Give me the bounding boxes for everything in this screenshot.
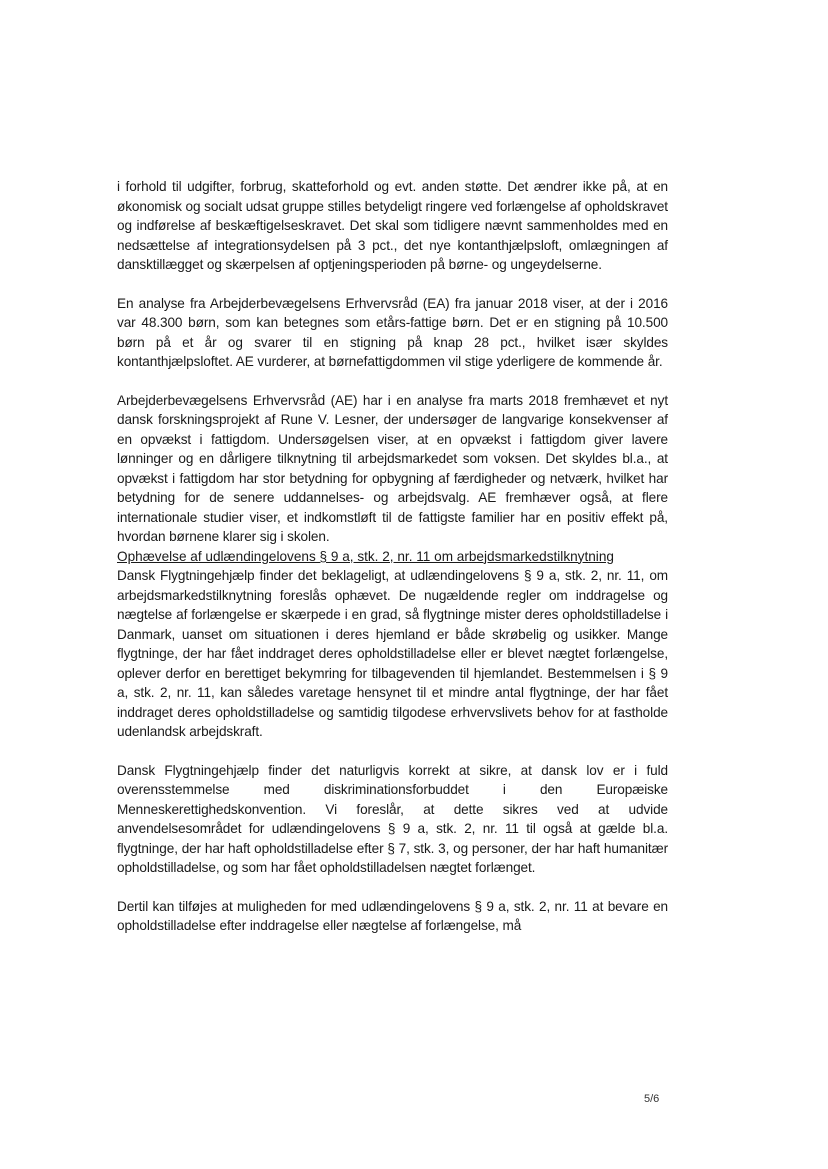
section-paragraph-2: Dansk Flygtningehjælp finder det naturligvis korrekt at sikre, at dansk lov er i fuld overensstemmelse med diskriminationsforbuddet i den Europæiske Menneskerettighedskonvention. Vi foreslår, at dette sikres ved at udvide anvendelsesområdet for udlændingelovens § 9 a, stk. 2, nr. 11 til også at gælde bl.a. flygtninge, der har haft opholdstilladelse efter § 7, stk. 3, og personer, der har haft humanitær opholdstilladelse, og som har fået opholdstilladelsen nægtet forlænget. <box>117 762 668 875</box>
paragraph-2: En analyse fra Arbejderbevægelsens Erhvervsråd (EA) fra januar 2018 viser, at der i 2016 var 48.300 børn, som kan betegnes som etårs-fattige børn. Det er en stigning på 10.500 børn på et år og svarer til en stigning på knap 28 pct., hvilket især skyldes kontanthjælpsloftet. AE vurderer, at børnefattigdommen vil stige yderligere de kommende år. <box>117 295 668 369</box>
section-paragraph-3: Dertil kan tilføjes at muligheden for med udlændingelovens § 9 a, stk. 2, nr. 11 at bevare en opholdstilladelse efter inddragelse eller nægtelse af forlængelse, må <box>117 898 668 933</box>
section-heading: Ophævelse af udlændingelovens § 9 a, stk. 2, nr. 11 om arbejdsmarkedstilknytning <box>117 548 614 564</box>
page-number: 5/6 <box>644 1093 660 1105</box>
document-page <box>117 177 668 936</box>
section-paragraph-1: Dansk Flygtningehjælp finder det beklageligt, at udlændingelovens § 9 a, stk. 2, nr. 11, om arbejdsmarkedstilknytning foreslås ophævet. De nugældende regler om inddragelse og nægtelse af forlængelse er skærpede i en grad, så flygtninge mister deres opholdstilladelse i Danmark, uanset om situationen i deres hjemland er både skrøbelig og usikker. Mange flygtninge, der har fået inddraget deres opholdstilladelse eller er blevet nægtet forlængelse, oplever derfor en berettiget bekymring for tilbagevenden til hjemlandet. Bestemmelsen i § 9 a, stk. 2, nr. 11, kan således varetage hensynet til et mindre antal flygtninge, der har fået inddraget deres opholdstilladelse og samtidig tilgodese erhvervslivets behov for at fastholde udenlandsk arbejdskraft. <box>117 568 668 739</box>
paragraph-1: i forhold til udgifter, forbrug, skatteforhold og evt. anden støtte. Det ændrer ikke på, at en økonomisk og socialt udsat gruppe stilles betydeligt ringere ved forlængelse af opholdskravet og indførelse af beskæftigelseskravet. Det skal som tidligere nævnt sammenholdes med en nedsættelse af integrationsydelsen på 3 pct., det nye kontanthjælpsloft, omlægningen af dansktillægget og skærpelsen af optjeningsperioden på børne- og ungeydelserne. <box>117 179 668 272</box>
paragraph-3: Arbejderbevægelsens Erhvervsråd (AE) har i en analyse fra marts 2018 fremhævet et nyt dansk forskningsprojekt af Rune V. Lesner, der undersøger de langvarige konsekvenser af en opvækst i fattigdom. Undersøgelsen viser, at en opvækst i fattigdom giver lavere lønninger og en dårligere tilknytning til arbejdsmarkedet som voksen. Det skyldes bl.a., at opvækst i fattigdom har stor betydning for opbygning af færdigheder og netværk, hvilket har betydning for de senere uddannelses- og arbejdsvalg. AE fremhæver også, at flere internationale studier viser, et indkomstløft til de fattigste familier har en positiv effekt på, hvordan børnene klarer sig i skolen. <box>117 392 668 544</box>
